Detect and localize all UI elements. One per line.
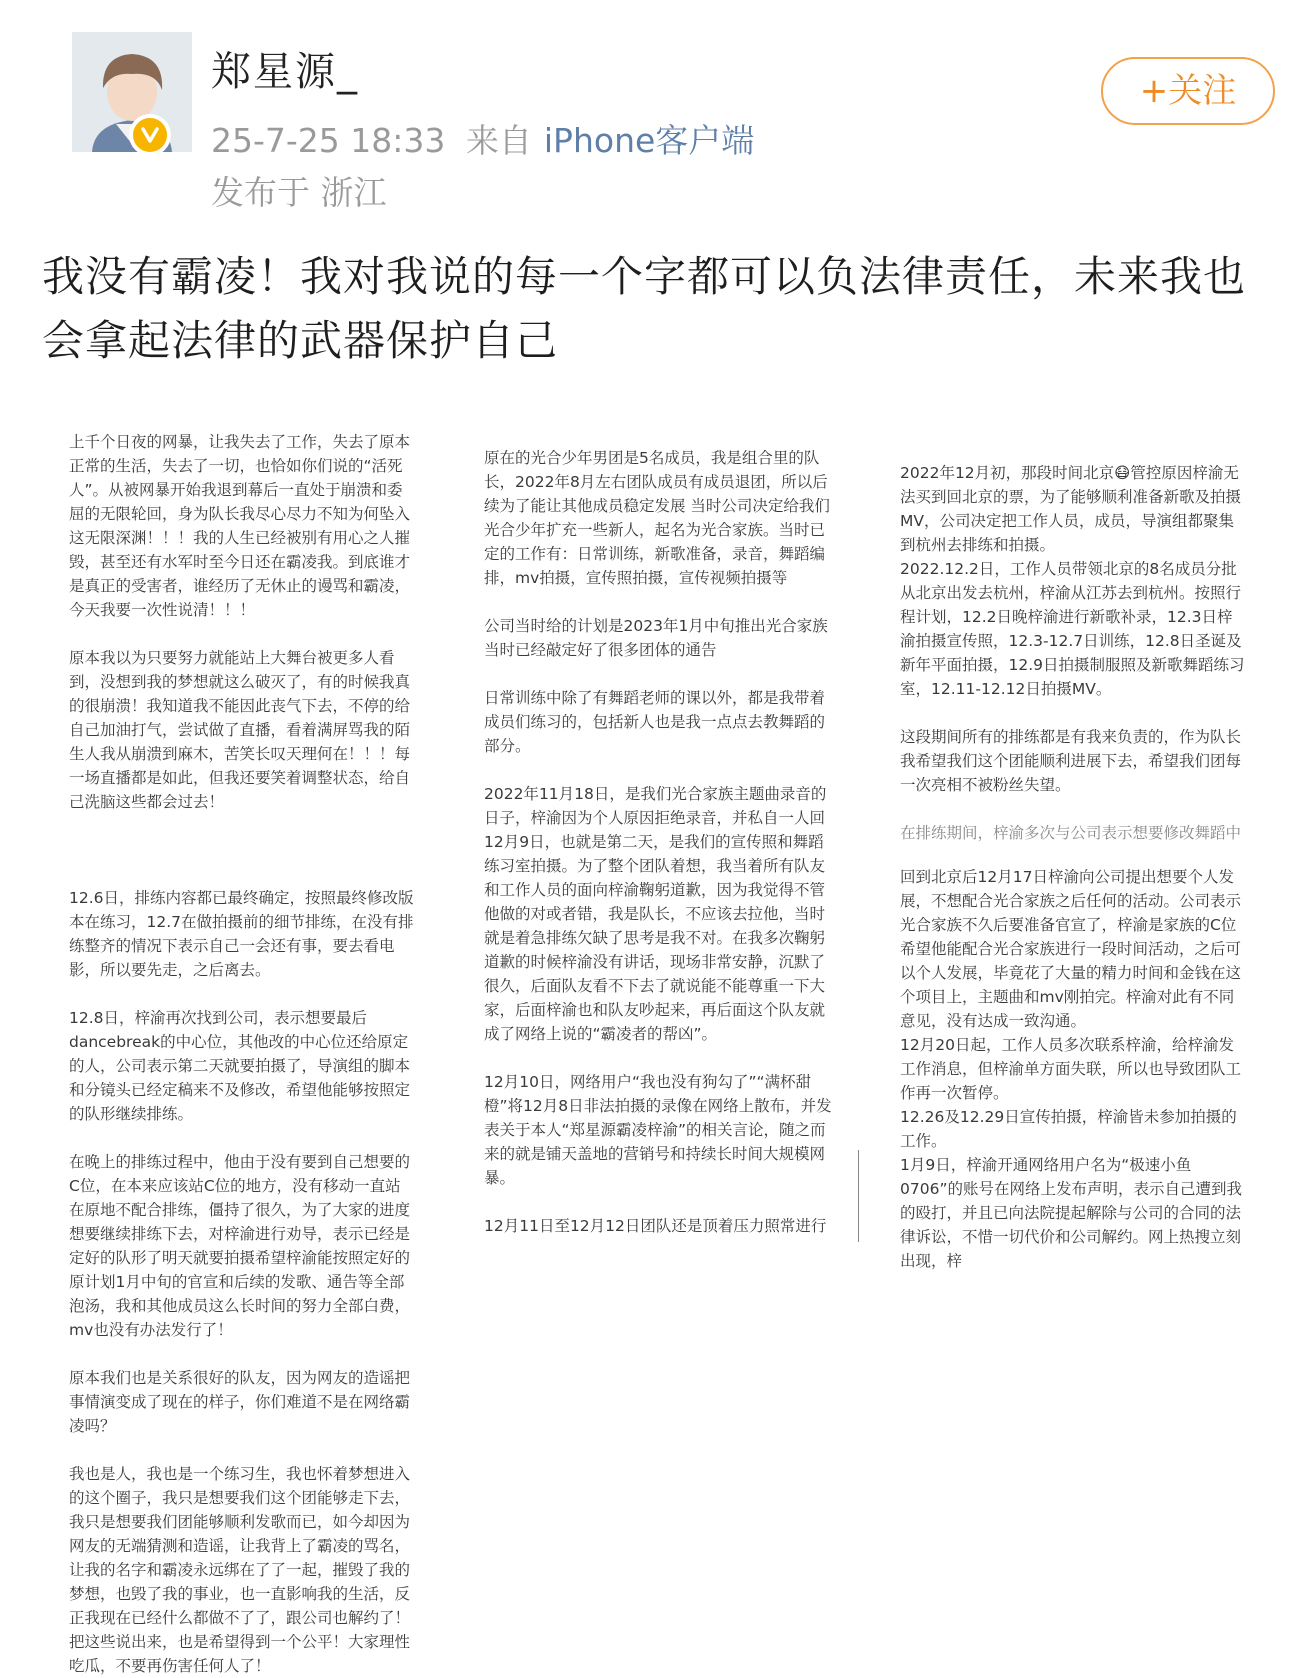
post-source[interactable]: iPhone客户端 [543, 121, 755, 160]
user-name[interactable]: 郑星源_ [211, 49, 359, 95]
statement-column-1 [69, 430, 414, 1675]
statement-paragraph: 12.8日，梓渝再次找到公司，表示想要最后dancebreak的中心位，其他改的中心位还给原定的人，公司表示第二天就要拍摄了，导演组的脚本和分镜头已经定稿来不及修改，希望他能够按照定的队形继续排练。 [69, 1009, 411, 1123]
statement-paragraph: 这段期间所有的排练都是有我来负责的，作为队长我希望我们这个团能顺利进展下去，希望我们团每一次亮相不被粉丝失望。 [900, 728, 1242, 794]
post-time: 25-7-25 18:33 [211, 121, 446, 160]
statement-column-2 [484, 446, 832, 1237]
statement-paragraph: 上千个日夜的网暴，让我失去了工作，失去了原本正常的生活，失去了一切，也恰如你们说的“活死人”。从被网暴开始我退到幕后一直处于崩溃和委屈的无限轮回，身为队长我尽心尽力不知为何坠入这无限深渊！！！我的人生已经被别有用心之人摧毁，甚至还有水军时至今日还在霸凌我。到底谁才是真正的受害者，谁经历了无休止的谩骂和霸凌，今天我要一次性说清！！！ [69, 433, 411, 619]
statement-paragraph: 原在的光合少年男团是5名成员，我是组合里的队长，2022年8月左右团队成员有成员退团，所以后续为了能让其他成员稳定发展 当时公司决定给我们光合少年扩充一些新人，起名为光合家族。当时已定的工作有：日常训练，新歌准备，录音，舞蹈编排，mv拍摄，宣传照拍摄，宣传视频拍摄等 [484, 449, 830, 587]
statement-paragraph: 12.6日，排练内容都已最终确定，按照最终修改版本在练习，12.7在做拍摄前的细节排练，在没有排练整齐的情况下表示自己一会还有事，要去看电影，所以要先走，之后离去。 [69, 889, 414, 979]
statement-paragraph: 2022年12月初，那段时间北京😷管控原因梓渝无法买到回北京的票，为了能够顺利准备新歌及拍摄MV，公司决定把工作人员，成员，导演组都聚集到杭州去排练和拍摄。 [900, 464, 1242, 554]
statement-paragraph: 1月9日，梓渝开通网络用户名为“极速小鱼0706”的账号在网络上发布声明，表示自己遭到我的殴打，并且已向法院提起解除与公司的合同的法律诉讼，不惜一切代价和公司解约。网上热搜立刻出现，梓 [900, 1156, 1242, 1270]
statement-paragraph: 回到北京后12月17日梓渝向公司提出想要个人发展，不想配合光合家族之后任何的活动。公司表示光合家族不久后要准备官宣了，梓渝是家族的C位希望他能配合光合家族进行一段时间活动，之后可以个人发展，毕竟花了大量的精力时间和金钱在这个项目上，主题曲和mv刚拍完。梓渝对此有不同意见，没有达成一致沟通。 [900, 868, 1242, 1030]
follow-button[interactable]: +关注 [1101, 57, 1275, 125]
verified-badge-icon [129, 114, 171, 156]
post-text: 我没有霸凌！我对我说的每一个字都可以负法律责任，未来我也会拿起法律的武器保护自己 [42, 252, 1247, 365]
statement-paragraph: 在晚上的排练过程中，他由于没有要到自己想要的C位，在本来应该站C位的地方，没有移动一直站在原地不配合排练，僵持了很久，为了大家的进度想要继续排练下去，对梓渝进行劝导，表示已经是定好的队形了明天就要拍摄希望梓渝能按照定好的 [69, 1153, 411, 1267]
statement-paragraph-cut: 在排练期间，梓渝多次与公司表示想要修改舞蹈中 [900, 824, 1242, 842]
post-location: 发布于 浙江 [211, 173, 387, 212]
statement-paragraph: 12.26及12.29日宣传拍摄，梓渝皆未参加拍摄的工作。 [900, 1108, 1237, 1150]
post-meta [211, 115, 754, 162]
column-divider [858, 1150, 859, 1242]
statement-paragraph: 日常训练中除了有舞蹈老师的课以外，都是我带着成员们练习的，包括新人也是我一点点去教舞蹈的部分。 [484, 689, 826, 755]
statement-paragraph: 我也是人，我也是一个练习生，我也怀着梦想进入的这个圈子，我只是想要我们这个团能够走下去，我只是想要我们团能够顺利发歌而已，如今却因为网友的无端猜测和造谣，让我背上了霸凌的骂名，让我的名字和霸凌永远绑在了了一起，摧毁了我的梦想，也毁了我的事业，也一直影响我的生活，反正我现在已经什么都做不了了，跟公司也解约了！把这些说出来，也是希望得到一个公平！大家理性吃瓜，不要再伤害任何人了！ [69, 1465, 411, 1675]
statement-paragraph: 12月10日，网络用户“我也没有狗勾了”“满杯甜橙”将12月8日非法拍摄的录像在网络上散布，并发表关于本人“郑星源霸凌梓渝”的相关言论，随之而来的就是铺天盖地的营销号和持续长时间大规模网暴。 [484, 1073, 832, 1187]
statement-paragraph: 2022年11月18日，是我们光合家族主题曲录音的日子，梓渝因为个人原因拒绝录音，并私自一人回 [484, 785, 827, 827]
statement-paragraph: 原本我们也是关系很好的队友，因为网友的造谣把事情演变成了现在的样子，你们难道不是在网络霸凌吗？ [69, 1369, 411, 1435]
statement-paragraph: 12月11日至12月12日团队还是顶着压力照常进行 [484, 1217, 827, 1235]
statement-paragraph: 公司当时给的计划是2023年1月中旬推出光合家族当时已经敲定好了很多团体的通告 [484, 617, 828, 659]
statement-paragraph: 12月9日，也就是第二天，是我们的宣传照和舞蹈练习室拍摄。为了整个团队着想，我当着所有队友和工作人员的面向梓渝鞠躬道歉，因为我觉得不管他做的对或者错，我是队长，不应该去拉他，当时就是着急排练欠缺了思考是我不对。在我多次鞠躬道歉的时候梓渝没有讲话，现场非常安静，沉默了很久，后面队友看不下去了就说能不能尊重一下大家，后面梓渝也和队友吵起来，再后面这个队友就成了网络上说的“霸凌者的帮凶”。 [484, 833, 826, 1043]
statement-paragraph: 12月20日起，工作人员多次联系梓渝，给梓渝发工作消息，但梓渝单方面失联，所以也导致团队工作再一次暂停。 [900, 1036, 1242, 1102]
statement-paragraph: 2022.12.2日，工作人员带领北京的8名成员分批从北京出发去杭州，梓渝从江苏去到杭州。按照行程计划，12.2日晚梓渝进行新歌补录，12.3日梓渝拍摄宣传照，12.3-12.7日训练，12.8日圣诞及新年平面拍摄，12.9日拍摄制服照及新歌舞蹈练习室，12.11-12.12日拍摄MV。 [900, 560, 1245, 698]
statement-column-3 [900, 461, 1248, 1270]
statement-paragraph: 原计划1月中旬的官宣和后续的发歌、通告等全部泡汤，我和其他成员这么长时间的努力全部白费，mv也没有办法发行了！ [69, 1273, 411, 1339]
source-prefix: 来自 [465, 121, 532, 160]
statement-paragraph: 原本我以为只要努力就能站上大舞台被更多人看到，没想到我的梦想就这么破灭了，有的时候我真的很崩溃！我知道我不能因此丧气下去，不停的给自己加油打气，尝试做了直播，看着满屏骂我的陌生人我从崩溃到麻木，苦笑长叹天理何在！！！每一场直播都是如此，但我还要笑着调整状态，给自己洗脑这些都会过去！ [69, 649, 411, 811]
